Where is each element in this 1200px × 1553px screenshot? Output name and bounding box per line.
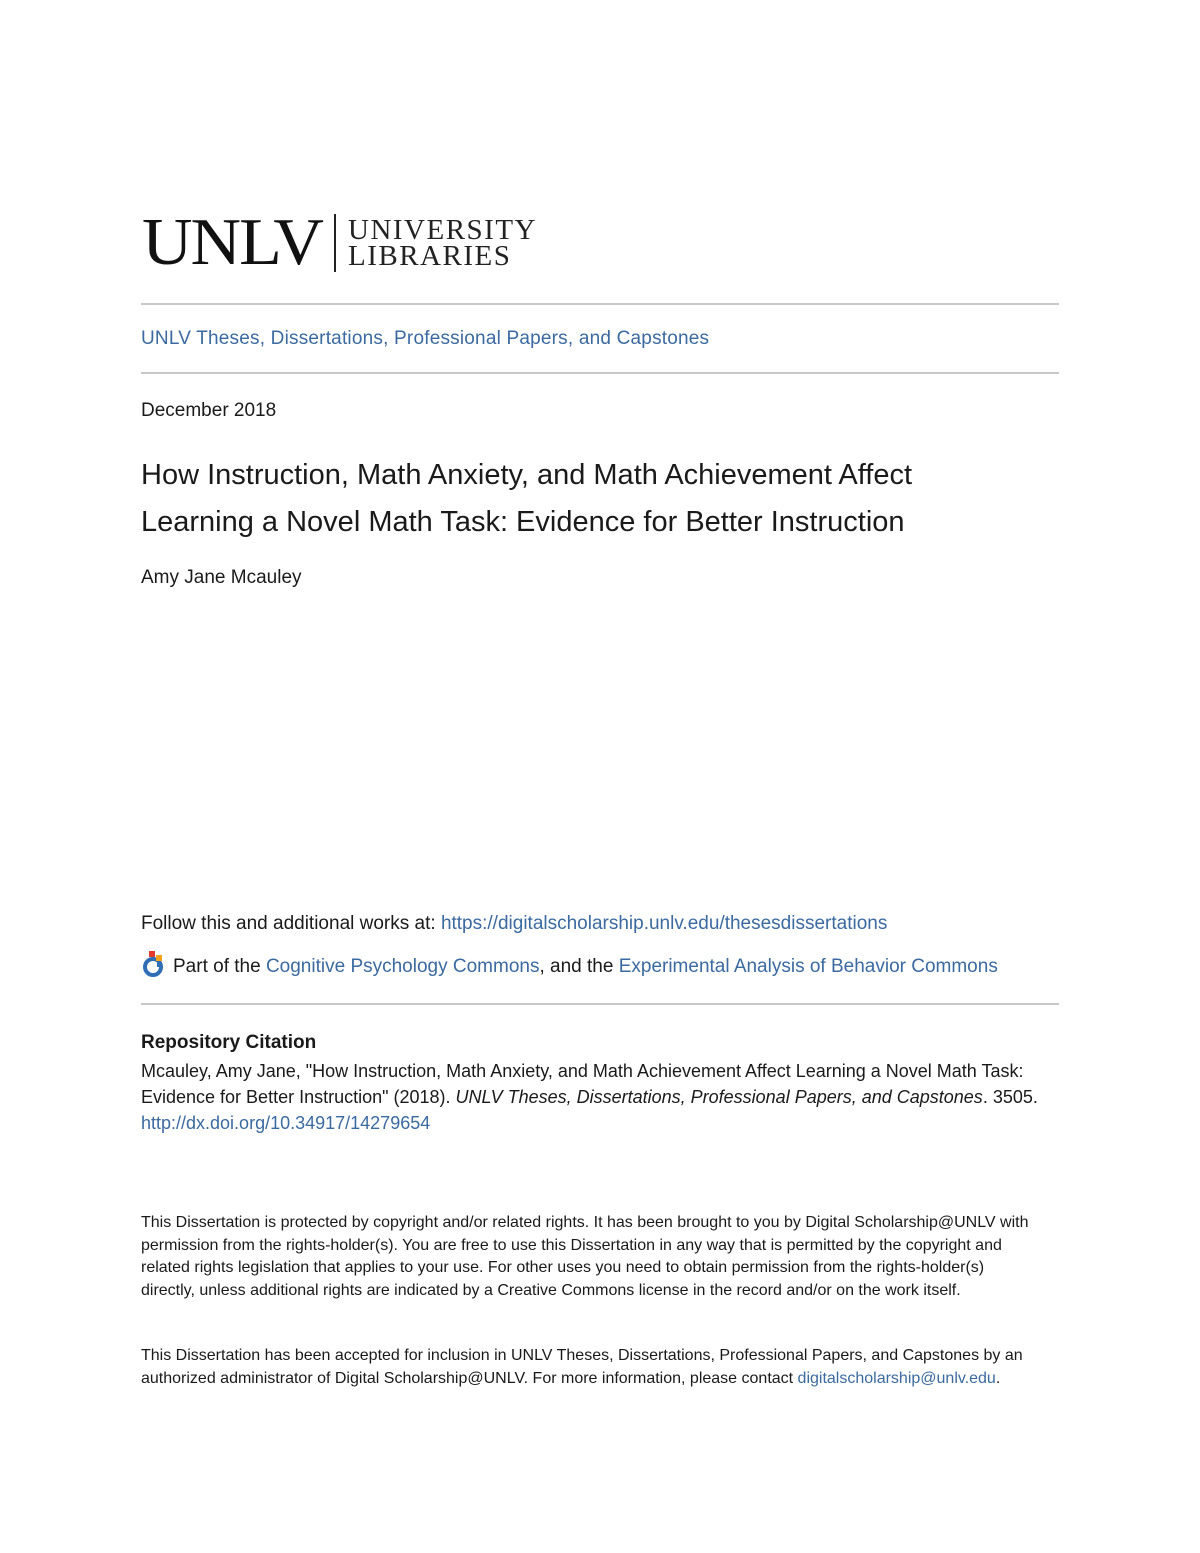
collection-link[interactable]: UNLV Theses, Dissertations, Professional Papers, and Capstones [141,328,710,349]
network-commons-icon [141,949,167,979]
part-of-prefix: Part of the [173,956,261,977]
repository-citation [141,1058,1061,1136]
logo-subtitle-line2: LIBRARIES [348,240,512,272]
acceptance-end: . [995,1369,1001,1387]
logo-divider [334,214,336,272]
logo-wordmark: UNLV [142,205,322,280]
part-of-line [141,952,998,982]
collection-divider [141,372,1059,374]
title-line-1: How Instruction, Math Anxiety, and Math Achievement Affect [141,459,913,491]
title-line-2: Learning a Novel Math Task: Evidence for Better Instruction [141,506,905,538]
rights-statement: This Dissertation is protected by copyright and/or related rights. It has been brought to you by Digital Scholarship@UNLV with permission from the rights-holder(s). You are free to use this Dissertation in any way that is permitted by the copyright and related rights legislation that applies to your use. For other uses you need to obtain permission from the rights-holder(s) directly, unless additional rights are indicated by a Creative Commons license in the record and/or on the work itself. [141,1214,1029,1299]
repository-citation-heading: Repository Citation [141,1032,317,1053]
follow-line [141,913,887,935]
cognitive-psychology-commons-link[interactable]: Cognitive Psychology Commons [265,956,540,977]
citation-text: Mcauley, Amy Jane, "How Instruction, Math Anxiety, and Math Achievement Affect Learning a Novel Math Task: Evidence for Better Instruction" (2018). [141,1061,1024,1107]
document-title [141,452,1041,546]
acceptance-statement [141,1345,1041,1390]
citation-divider [141,1003,1059,1005]
citation-series: UNLV Theses, Dissertations, Professional Papers, and Capstones [455,1087,983,1107]
author-name: Amy Jane Mcauley [141,567,302,588]
publication-date: December 2018 [141,400,277,421]
part-of-middle: , and the [539,956,619,977]
doi-link[interactable]: http://dx.doi.org/10.34917/14279654 [141,1113,431,1133]
repository-url-link[interactable]: https://digitalscholarship.unlv.edu/thesesdissertations [440,913,888,934]
citation-number: . 3505. [982,1087,1038,1107]
unlv-libraries-logo [142,205,537,280]
contact-email-link[interactable]: digitalscholarship@unlv.edu [797,1369,996,1387]
logo-subtitle-line1: UNIVERSITY [348,214,537,246]
logo-subtitle [348,214,537,272]
follow-prefix: Follow this and additional works at: [141,913,441,934]
experimental-analysis-commons-link[interactable]: Experimental Analysis of Behavior Commons [618,956,998,977]
top-divider [141,303,1059,305]
acceptance-text: This Dissertation has been accepted for inclusion in UNLV Theses, Dissertations, Professional Papers, and Capstones by an authorized administrator of Digital Scholarship@UNLV. For more information, please contact [141,1347,1023,1387]
